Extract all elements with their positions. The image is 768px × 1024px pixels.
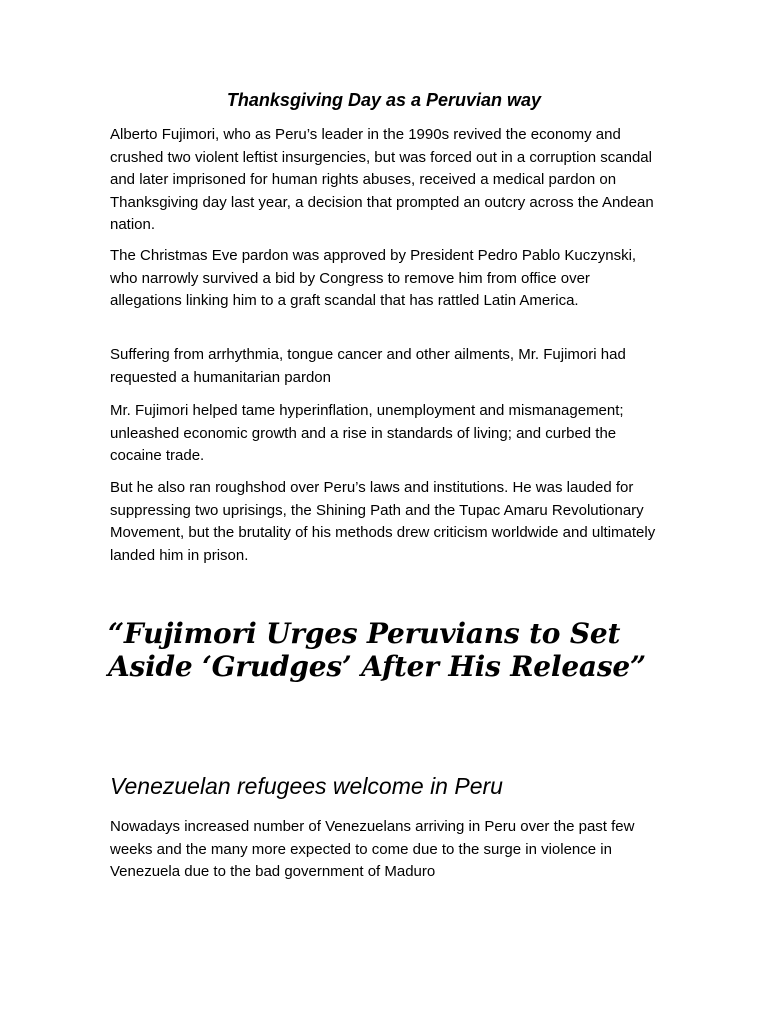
paragraph-christmas-eve-pardon: The Christmas Eve pardon was approved by President Pedro Pablo Kuczynski, who narrowly survived a bid by Congress to remove him from office over allegations linking him to a graft scandal that has rattled Latin America. — [110, 247, 637, 309]
paragraph-laws-institutions: But he also ran roughshod over Peru’s laws and institutions. He was lauded for suppressing two uprisings, the Shining Path and the Tupac Amaru Revolutionary Movement, but the brutality of his methods drew criticism worldwide and ultimately landed him in prison. — [110, 479, 656, 564]
document-title: Thanksgiving Day as a Peruvian way — [226, 90, 542, 110]
paragraph-venezuelan-refugees: Nowadays increased number of Venezuelans arriving in Peru over the past few weeks and the many more expected to come due to the surge in violence in Venezuela due to the bad government of Maduro — [110, 818, 635, 880]
paragraph-ailments: Suffering from arrhythmia, tongue cancer and other ailments, Mr. Fujimori had requested a humanitarian pardon — [110, 346, 626, 386]
paragraph-fujimori-pardon: Alberto Fujimori, who as Peru’s leader in the 1990s revived the economy and crushed two violent leftist insurgencies, but was forced out in a corruption scandal and later imprisoned for human rights abuses, received a medical pardon on Thanksgiving day last year, a decision that prompted an outcry across the Andean nation. — [110, 126, 654, 233]
quote-headline: “Fujimori Urges Peruvians to Set Aside ‘Grudges’ After His Release” — [108, 617, 646, 683]
paragraph-economy: Mr. Fujimori helped tame hyperinflation, unemployment and mismanagement; unleashed economic growth and a rise in standards of living; and curbed the cocaine trade. — [110, 402, 624, 464]
section-heading: Venezuelan refugees welcome in Peru — [110, 773, 503, 799]
